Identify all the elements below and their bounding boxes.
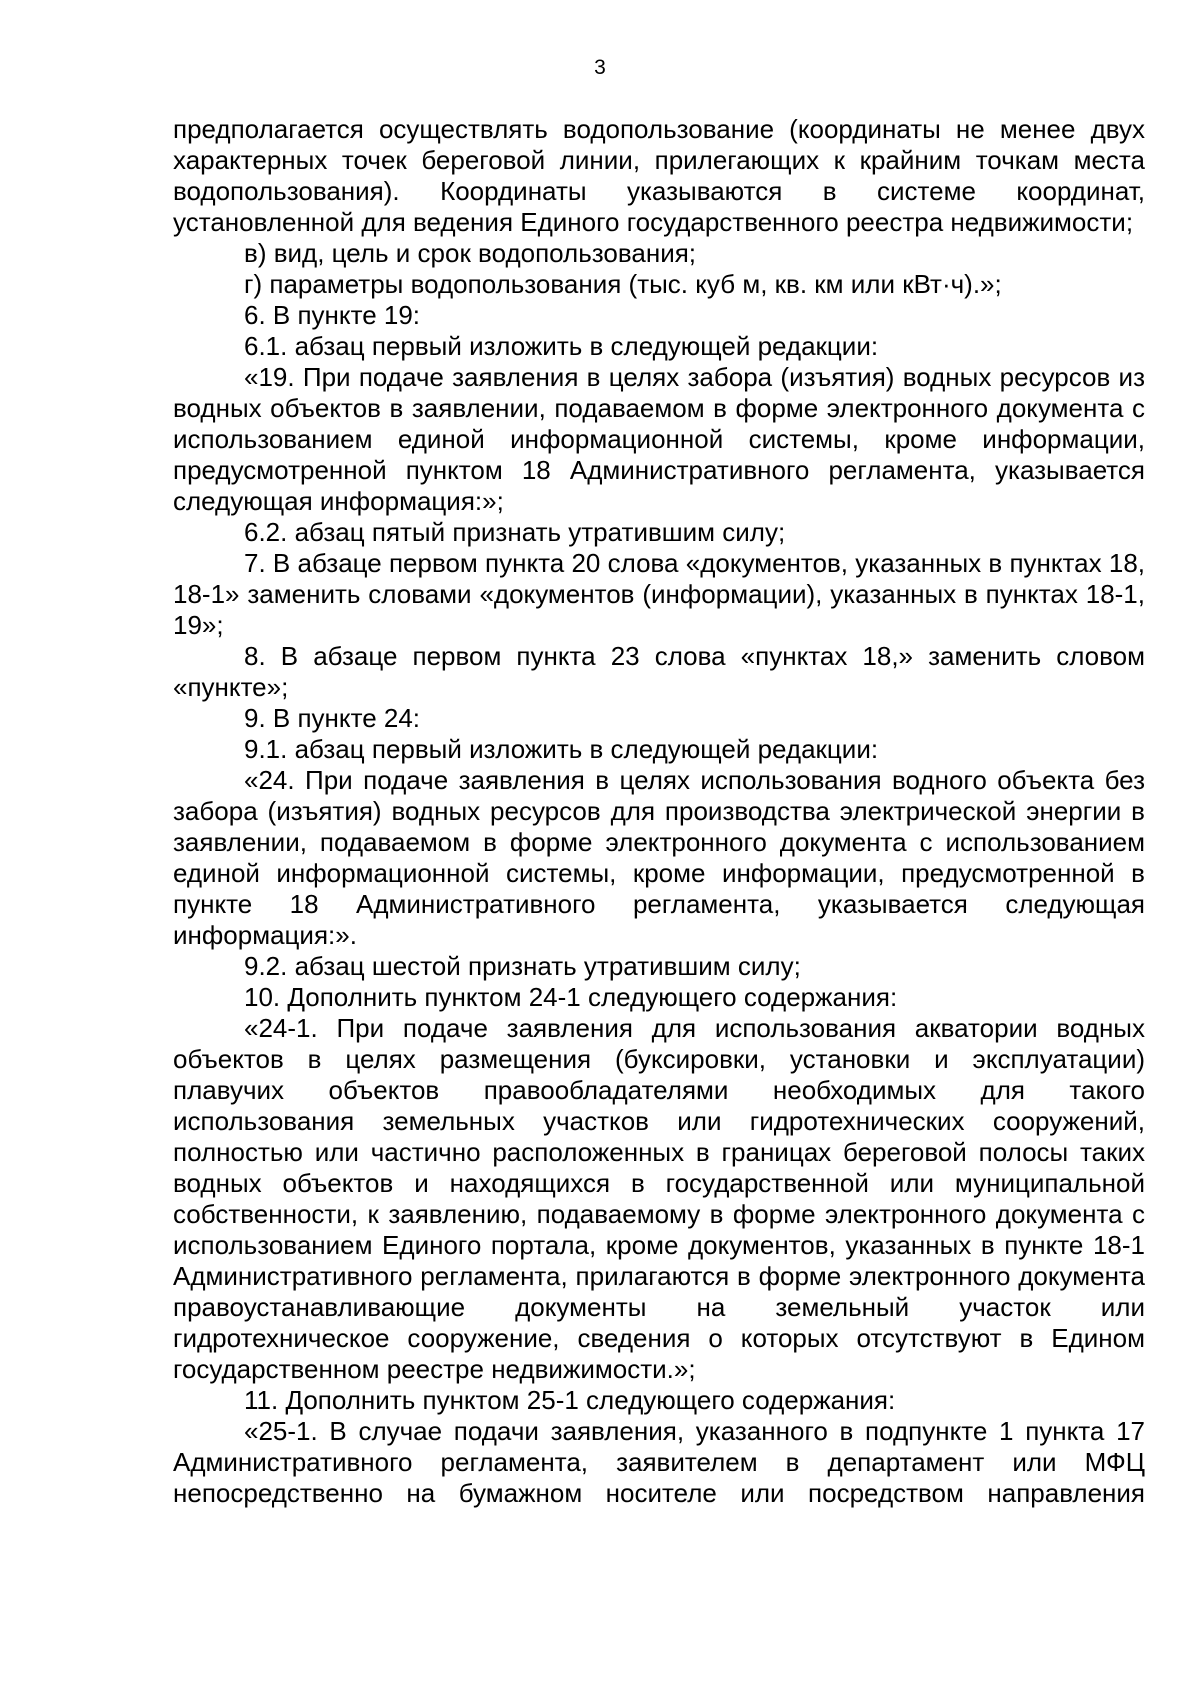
paragraph-5: 6.1. абзац первый изложить в следующей редакции: xyxy=(244,331,879,361)
paragraph-16: 11. Дополнить пунктом 25-1 следующего содержания: xyxy=(244,1385,896,1415)
paragraph-10: 9. В пункте 24: xyxy=(244,703,421,733)
paragraph-2: в) вид, цель и срок водопользования; xyxy=(244,238,697,268)
paragraph-1: предполагается осуществлять водопользование (координаты не менее двух характерных точек береговой линии, прилегающих к крайним точкам места водопользования). Координаты указываются в системе координат, установленной для ведения Единого государственного реестра недвижимости; xyxy=(173,114,1145,237)
document-body xyxy=(173,114,1145,1509)
paragraph-9: 8. В абзаце первом пункта 23 слова «пунктах 18,» заменить словом «пункте»; xyxy=(173,641,1145,702)
paragraph-14: 10. Дополнить пунктом 24-1 следующего содержания: xyxy=(244,982,898,1012)
paragraph-4: 6. В пункте 19: xyxy=(244,300,421,330)
paragraph-12: «24. При подаче заявления в целях использования водного объекта без забора (изъятия) водных ресурсов для производства электрической энергии в заявлении, подаваемом в форме электронного документа с использованием единой информационной системы, кроме информации, предусмотренной в пункте 18 Административного регламента, указывается следующая информация:». xyxy=(173,765,1145,950)
page-number: 3 xyxy=(594,56,606,79)
paragraph-13: 9.2. абзац шестой признать утратившим силу; xyxy=(244,951,801,981)
paragraph-17: «25-1. В случае подачи заявления, указанного в подпункте 1 пункта 17 Административного регламента, заявителем в департамент или МФЦ непосредственно на бумажном носителе или посредством направления xyxy=(173,1416,1145,1508)
paragraph-6: «19. При подаче заявления в целях забора (изъятия) водных ресурсов из водных объектов в заявлении, подаваемом в форме электронного документа с использованием единой информационной системы, кроме информации, предусмотренной пунктом 18 Административного регламента, указывается следующая информация:»; xyxy=(173,362,1145,516)
paragraph-7: 6.2. абзац пятый признать утратившим силу; xyxy=(244,517,786,547)
paragraph-15: «24-1. При подаче заявления для использования акватории водных объектов в целях размещения (буксировки, установки и эксплуатации) плавучих объектов правообладателями необходимых для такого использования земельных участков или гидротехнических сооружений, полностью или частично расположенных в границах береговой полосы таких водных объектов и находящихся в государственной или муниципальной собственности, к заявлению, подаваемому в форме электронного документа с использованием Единого портала, кроме документов, указанных в пункте 18-1 Административного регламента, прилагаются в форме электронного документа правоустанавливающие документы на земельный участок или гидротехническое сооружение, сведения о которых отсутствуют в Едином государственном реестре недвижимости.»; xyxy=(173,1013,1145,1384)
paragraph-8: 7. В абзаце первом пункта 20 слова «документов, указанных в пунктах 18, 18-1» заменить словами «документов (информации), указанных в пунктах 18-1, 19»; xyxy=(173,548,1145,640)
paragraph-3: г) параметры водопользования (тыс. куб м, кв. км или кВт·ч).»; xyxy=(244,269,1002,299)
paragraph-11: 9.1. абзац первый изложить в следующей редакции: xyxy=(244,734,879,764)
